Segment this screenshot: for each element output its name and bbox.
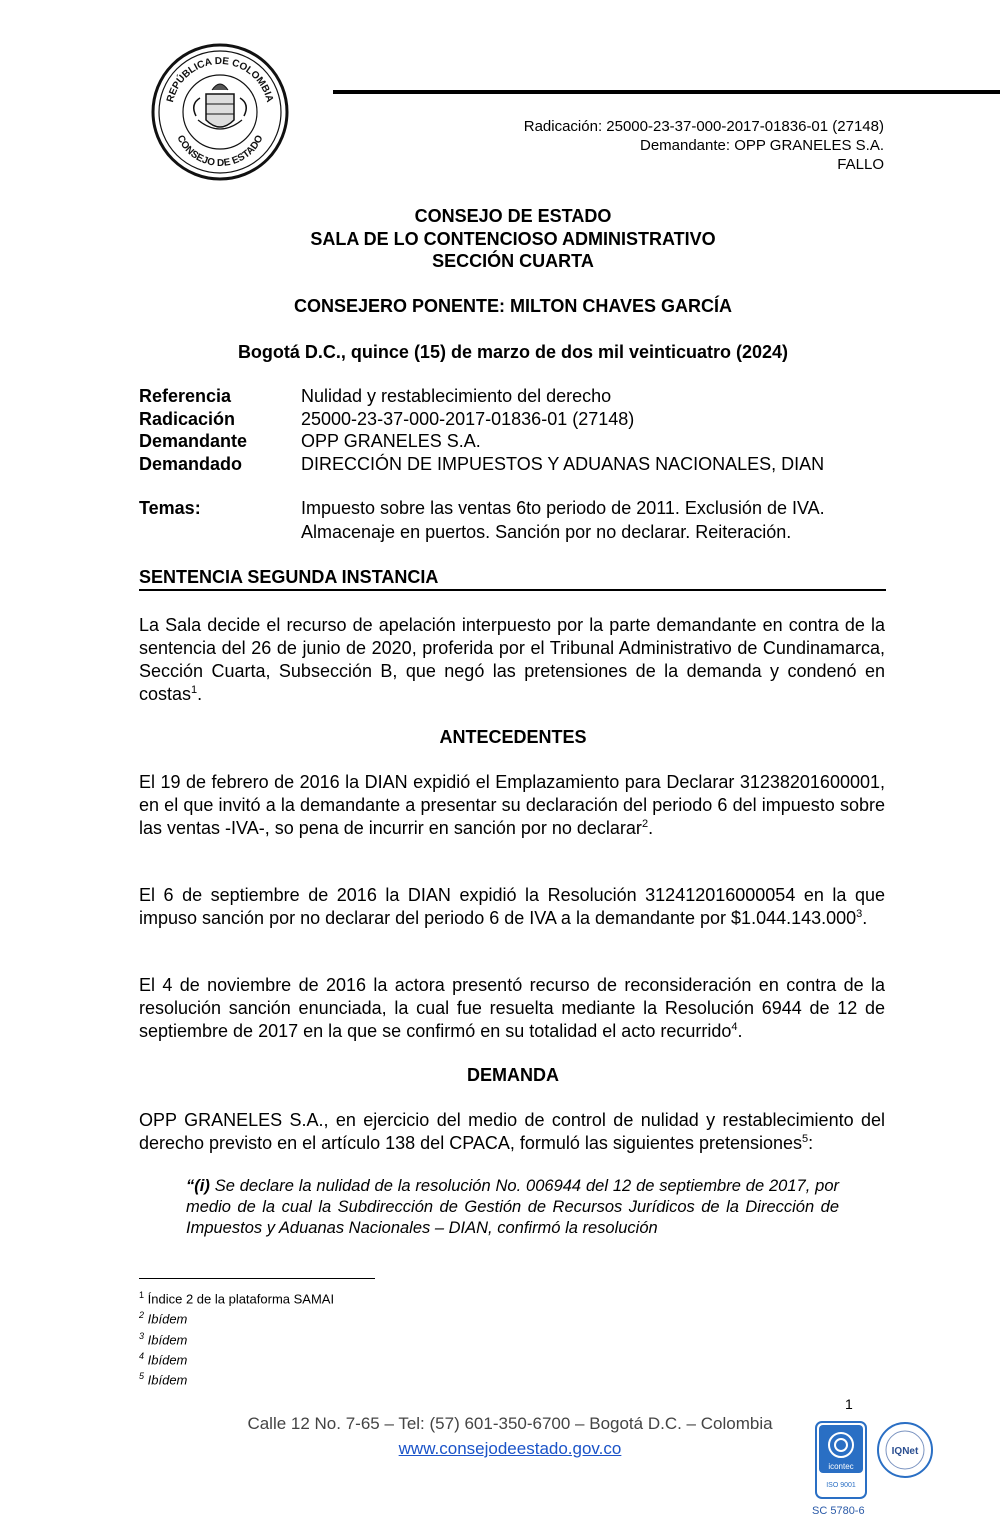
title-consejo: CONSEJO DE ESTADO xyxy=(414,206,612,226)
footnote: $^4$ Ibídem xyxy=(139,1350,188,1368)
antecedentes-paragraph: El 19 de febrero de 2016 la DIAN expidió el Emplazamiento para Declarar 31238201600001, en el que invitó a la demandante a presentar su declaración del periodo 6 del impuesto sobre las ventas -IVA-, so pena de incurrir en sanción por no declarar$^2$. xyxy=(139,772,885,838)
demanda-paragraph: OPP GRANELES S.A., en ejercicio del medio de control de nulidad y restablecimiento del derecho previsto en el artículo 138 del CPACA, formuló las siguientes pretensiones$^5$: xyxy=(139,1110,885,1153)
iqnet-logo xyxy=(876,1421,934,1479)
footnote-ref[interactable]: 4 xyxy=(731,1021,738,1033)
reference-row xyxy=(139,453,824,476)
header-rule xyxy=(333,90,1000,94)
temas-label: Temas: xyxy=(139,498,201,518)
page-number: 1 xyxy=(845,1396,853,1412)
reference-row xyxy=(139,408,824,431)
reference-label: Demandado xyxy=(139,453,243,474)
temas-line-1: Impuesto sobre las ventas 6to periodo de 2011. Exclusión de IVA. xyxy=(301,498,825,518)
header-radicacion: Radicación: 25000-23-37-000-2017-01836-01 (27148) xyxy=(523,118,884,135)
antecedentes-paragraph: El 6 de septiembre de 2016 la DIAN expidió la Resolución 312412016000054 en la que impuso sanción por no declarar del periodo 6 de IVA a la demandante por $1.044.143.000$^3$. xyxy=(139,885,885,928)
footnote-rule xyxy=(139,1278,375,1279)
footnote-ref[interactable]: 5 xyxy=(802,1133,809,1145)
temas-line-2: Almacenaje en puertos. Sanción por no declarar. Reiteración. xyxy=(301,521,792,542)
antecedentes-paragraph: El 4 de noviembre de 2016 la actora presentó recurso de reconsideración en contra de la resolución sanción enunciada, la cual fue resuelta mediante la Resolución 6944 de 12 de septiembre de 2017 en la que se confirmó en su totalidad el acto recurrido$^4$. xyxy=(139,975,885,1041)
reference-label: Referencia xyxy=(139,386,232,406)
title-sala: SALA DE LO CONTENCIOSO ADMINISTRATIVO xyxy=(310,228,716,249)
reference-value: OPP GRANELES S.A. xyxy=(301,431,481,451)
svg-text:ISO 9001: ISO 9001 xyxy=(826,1482,856,1489)
certification-code: SC 5780-6 xyxy=(812,1505,865,1517)
footer-website-link[interactable]: www.consejodeestado.gov.co xyxy=(398,1439,622,1458)
reference-value: 25000-23-37-000-2017-01836-01 (27148) xyxy=(301,408,635,429)
footnotes xyxy=(139,1287,334,1389)
footer-address: Calle 12 No. 7-65 – Tel: (57) 601-350-6700 – Bogotá D.C. – Colombia xyxy=(247,1414,773,1433)
quote-marker: “(i) xyxy=(186,1177,210,1195)
demanda-title: DEMANDA xyxy=(467,1065,559,1085)
reference-value: Nulidad y restablecimiento del derecho xyxy=(301,386,612,406)
footnote-ref[interactable]: 1 xyxy=(191,684,198,696)
reference-value: DIRECCIÓN DE IMPUESTOS Y ADUANAS NACIONALES, DIAN xyxy=(301,453,825,474)
pretension-quote: “(i) Se declare la nulidad de la resolución No. 006944 del 12 de septiembre de 2017, por medio de la cual la Subdirección de Gestión de Recursos Jurídicos de la Dirección de Impuestos y Aduanas Nacionales – DIAN, confirmó la resolución xyxy=(186,1177,839,1237)
footnote: $^3$ Ibídem xyxy=(139,1330,188,1347)
footnote-ref[interactable]: 2 xyxy=(641,818,649,830)
svg-text:CONSEJO DE ESTADO: CONSEJO DE ESTADO xyxy=(174,133,266,170)
reference-row xyxy=(139,430,824,453)
footnote: $^2$ Ibídem xyxy=(139,1310,188,1327)
footnote: $^1$ Índice 2 de la plataforma SAMAI xyxy=(139,1290,335,1307)
footnote: $^5$ Ibídem xyxy=(139,1371,188,1388)
court-titles xyxy=(140,205,886,273)
svg-text:icontec: icontec xyxy=(828,1462,854,1471)
footnote-ref[interactable]: 3 xyxy=(856,908,863,920)
reference-label: Radicación xyxy=(139,408,236,429)
temas-block xyxy=(139,497,825,544)
antecedentes-title: ANTECEDENTES xyxy=(439,727,587,747)
svg-text:REPÚBLICA DE COLOMBIA: REPÚBLICA DE COLOMBIA xyxy=(165,55,275,104)
svg-text:IQNet: IQNet xyxy=(891,1446,919,1457)
title-ponente: CONSEJERO PONENTE: MILTON CHAVES GARCÍA xyxy=(293,296,733,316)
title-seccion: SECCIÓN CUARTA xyxy=(432,251,594,271)
intro-paragraph: La Sala decide el recurso de apelación interpuesto por la parte demandante en contra de la sentencia del 26 de junio de 2020, proferida por el Tribunal Administrativo de Cundinamarca, Sección Cuarta, Subsección B, que negó las pretensiones de la demanda y condenó en costas$^1$. xyxy=(139,615,885,704)
icontec-logo xyxy=(815,1421,867,1499)
reference-row xyxy=(139,385,824,408)
consejo-de-estado-seal xyxy=(150,42,290,182)
reference-table xyxy=(139,385,824,475)
header-tipo: FALLO xyxy=(837,156,884,173)
title-fecha: Bogotá D.C., quince (15) de marzo de dos mil veinticuatro (2024) xyxy=(237,342,789,362)
reference-label: Demandante xyxy=(139,431,248,451)
header-demandante: Demandante: OPP GRANELES S.A. xyxy=(639,137,884,154)
header-meta xyxy=(384,117,884,174)
sentencia-heading: SENTENCIA SEGUNDA INSTANCIA xyxy=(139,566,886,591)
